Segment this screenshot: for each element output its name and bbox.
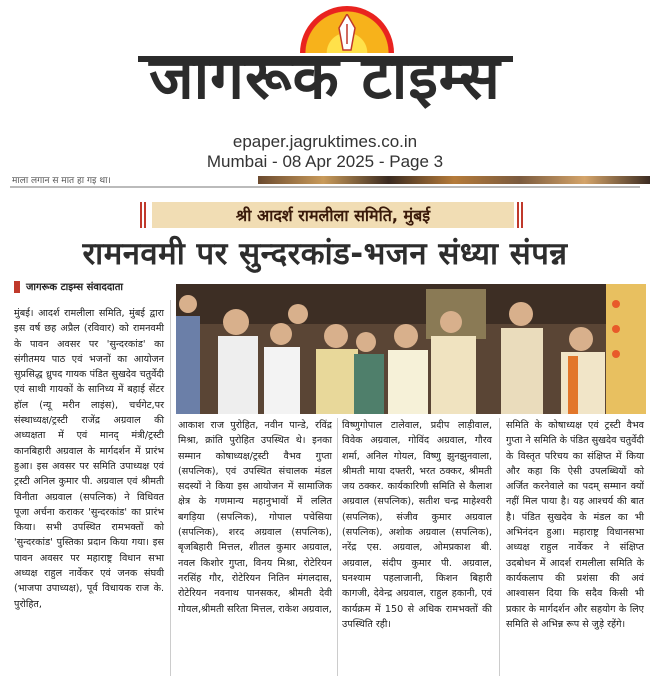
edition-date: Mumbai - 08 Apr 2025 - Page 3 — [206, 152, 444, 171]
column-rule — [170, 300, 171, 676]
article-paragraph: आकाश राज पुरोहित, नवीन पान्डे, रविंद्र मिश्रा, क्रांति पुरोहित उपस्थित थे। इनका सम्मान कोषाध्यक्ष/ट्रस्टी वैभव गुप्ता (सपत्निक), एवं उपस्थित संचालक मंडल सदस्यों ने किया इस आयोजन में सामाजिक क्षेत्र के गणमान्य महानुभावों में ललित बगड़िया (सपत्निक), गोपाल पचेसिया (सपत्निक), शरद अग्रवाल (सपत्निक), बृजबिहारी मित्तल, शीतल कुमार अग्रवाल, नवल किशोर गुप्ता, विनय मिश्रा, रोटेरियन नरसिंह गौर, रोटेरियन नितिन मंगलदास, रोटेरियन नवनाथ पानसकर, श्रीमती देवी गोयल,श्रीमती सरिता मित्तल, राकेश अग्रवाल, — [178, 420, 332, 615]
article-paragraph: समिति के कोषाध्यक्ष एवं ट्रस्टी वैभव गुप्ता ने समिति के पंडित सुखदेव चतुर्वेदी के विस्तृत परिचय का संक्षिप्त में किया और कहा कि ऐसी उपलब्धियों को अर्जित करनेवाले का पदम् सम्मान क्यों नहीं मिल पाया है। यह आश्चर्य की बात है। पंडित सुखदेव के मंडल का भी अभिनंदन हुआ। महाराष्ट्र विधानसभा अध्यक्ष राहुल नार्वेकर ने संक्षिप्त उदबोधन में आदर्श रामलीला समिति के कार्यकलाप की प्रशंसा की अवं आश्वासन दिया कि सदैव किसी भी प्रकार के मार्गदर्शन और सहयोग के लिए समिति से अभिन्न रूप से जुड़े रहेंगे। — [506, 420, 644, 630]
masthead — [0, 0, 650, 180]
article-paragraph: विष्णुगोपाल टालेवाल, प्रदीप लाड़ीवाल, विवेक अग्रवाल, गोविंद अग्रवाल, गौरव शर्मा, अनिल गोयल, विष्णु झुनझुनवाला, श्रीमती माया दफ्तरी, भरत ठक्कर, श्रीमती जय ठक्कर. कार्यकारिणी समिति से कैलाश अग्रवाल (सपत्निक), सतीश चन्द्र माहेश्वरी (सपत्निक), संजीव कुमार अग्रवाल (सपत्निक), अशोक अग्रवाल (सपत्निक), नरेंद्र एस. अग्रवाल, ओमप्रकाश बी. अग्रवाल, संदीप कुमार पी. अग्रवाल, घनश्याम पहलाजानी, किशन बिहारी कागजी, देवेन्द्र अग्रवाल, राहुल हकानी, एवं कार्यक्रम में 150 से अधिक रामभक्तों की उपस्थिति रही। — [342, 420, 492, 630]
newspaper-logo: जागरूक टाइम्स — [149, 43, 501, 113]
article-headline: रामनवमी पर सुन्दरकांड-भजन संध्या संपन्न — [82, 236, 568, 272]
byline-marker — [14, 281, 20, 293]
kicker-ornament-right — [517, 202, 525, 228]
article-column-3 — [342, 418, 492, 632]
column-rule — [337, 418, 338, 676]
section-divider — [10, 186, 640, 188]
article-column-1 — [14, 306, 164, 612]
article-byline: जागरूक टाइम्स संवाददाता — [26, 282, 124, 293]
epaper-url: epaper.jagruktimes.co.in — [232, 132, 418, 151]
article-column-4 — [506, 418, 644, 632]
event-photo — [176, 284, 646, 414]
group-photo-illustration — [176, 284, 646, 414]
column-rule — [499, 418, 500, 676]
article-paragraph: मुंबई। आदर्श रामलीला समिति, मुंबई द्वारा इस वर्ष छह अप्रैल (रविवार) को रामनवमी के पावन अवसर पर 'सुन्दरकांड' का संगीतमय पाठ एवं भजनों का आयोजन सुप्रसिद्ध ध्रुपद गायक पंडित सुखदेव चतुर्वेदी एवं साथी गायकों के सानिध्य में बहाई सेंटर हॉल (न्यू मरीन लाइंस), चर्चगेट,पर संस्थाध्यक्ष/ट्रस्टी राजेंद्र अग्रवाल की अध्यक्षता में एवं मानद् मंत्री/ट्रस्टी कानबिहारी अग्रवाल के मार्गदर्शन में प्रारंभ हुआ। इस अवसर पर समिति उपाध्यक्ष एवं ट्रस्टी अनिल कुमार पी. अग्रवाल एवं श्रीमती विनीता अग्रवाल (सपत्निक) ने विधिवत पूजा अर्चना कराकर 'सुन्दरकांड' का प्रारंभ किया। सभी उपस्थित रामभक्तों को 'सुन्दरकांड' पुस्तिका प्रदान किया गया। इस पावन अवसर पर महाराष्ट्र विधान सभा अध्यक्ष राहुल नार्वेकर एवं जनक संघवी (भाजपा उपाध्यक्ष), पूर्व विधायक राज के. पुरोहित, — [14, 308, 164, 610]
previous-story-photo — [258, 176, 650, 184]
previous-story-tail: माला लगान स मात हा गइ था। — [12, 176, 111, 186]
article-column-2 — [178, 418, 332, 617]
article-kicker: श्री आदर्श रामलीला समिति, मुंबई — [235, 206, 431, 225]
kicker-ornament-left — [140, 202, 148, 228]
